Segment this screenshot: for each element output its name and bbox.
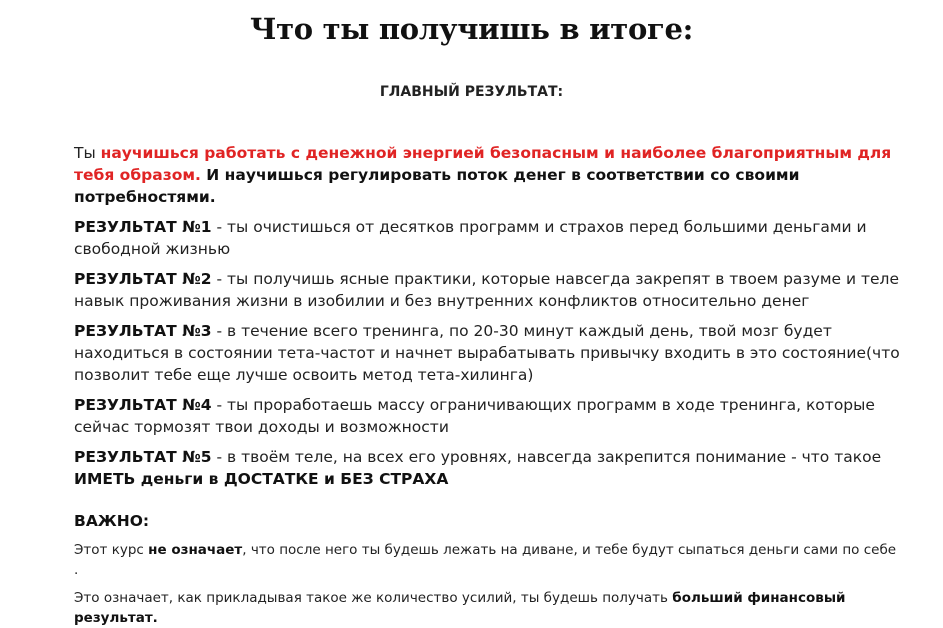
- result-label: РЕЗУЛЬТАТ №4: [74, 396, 212, 414]
- result-text: - в твоём теле, на всех его уровнях, навсегда закрепится понимание - что такое: [211, 448, 882, 466]
- important-bold: больший финансовый результат.: [74, 590, 846, 626]
- result-2: [74, 268, 904, 312]
- result-4: [74, 394, 904, 438]
- result-text: - ты получишь ясные практики, которые навсегда закрепят в твоем разуме и теле навык проживания жизни в изобилии и без внутренних конфликтов относительно денег: [74, 270, 899, 310]
- result-label: РЕЗУЛЬТАТ №5: [74, 448, 212, 466]
- result-label: РЕЗУЛЬТАТ №3: [74, 322, 212, 340]
- result-5-bold: ИМЕТЬ деньги в ДОСТАТКЕ и БЕЗ СТРАХА: [74, 470, 449, 488]
- section-subtitle: ГЛАВНЫЙ РЕЗУЛЬТАТ:: [379, 84, 564, 100]
- intro-bold: И научишься регулировать поток денег в соответствии со своими потребностями.: [74, 166, 800, 206]
- result-5: [74, 446, 904, 490]
- result-text: - ты проработаешь массу ограничивающих программ в ходе тренинга, которые сейчас тормозят твои доходы и возможности: [74, 396, 875, 436]
- page-title: Что ты получишь в итоге:: [249, 12, 694, 46]
- important-bold: не означает: [148, 542, 243, 558]
- result-3: [74, 320, 904, 386]
- important-text: Этот курс: [74, 542, 149, 558]
- result-text: - ты очистишься от десятков программ и страхов перед большими деньгами и свободной жизнью: [74, 218, 867, 258]
- result-label: РЕЗУЛЬТАТ №2: [74, 270, 212, 288]
- intro-paragraph: [74, 142, 904, 208]
- intro-prefix: Ты: [74, 144, 101, 162]
- intro-highlight: научишься работать с денежной энергией безопасным и наиболее благоприятным для тебя образом.: [74, 144, 892, 184]
- result-text: - в течение всего тренинга, по 20-30 минут каждый день, твой мозг будет находиться в состоянии тета-частот и начнет вырабатывать привычку входить в это состояние(что позволит тебе еще лучше освоить метод тета-хилинга): [74, 322, 900, 384]
- result-1: [74, 216, 904, 260]
- important-line-2: [74, 588, 904, 628]
- important-text: Это означает, как прикладывая такое же количество усилий, ты будешь получать: [74, 590, 673, 606]
- important-text: , что после него ты будешь лежать на диване, и тебе будут сыпаться деньги сами по себе .: [74, 542, 897, 578]
- important-line-1: [74, 540, 904, 580]
- content: [74, 142, 904, 628]
- result-label: РЕЗУЛЬТАТ №1: [74, 218, 212, 236]
- important-heading: ВАЖНО:: [74, 512, 150, 530]
